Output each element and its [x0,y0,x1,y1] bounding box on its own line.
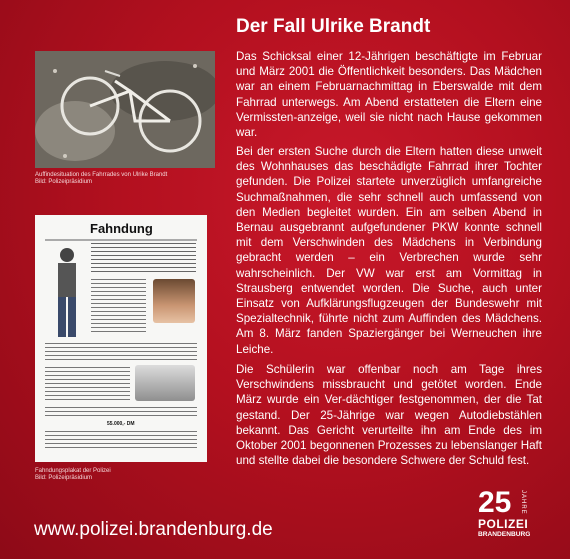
logo-number: 25 [478,486,512,519]
logo-polizei: POLIZEI [478,517,529,531]
poster-text-block [91,243,196,273]
logo-jahre: JAHRE [520,490,526,515]
poster-caption-line1: Fahndungsplakat der Polizei [35,468,111,474]
poster-text-block-2 [45,343,197,361]
reward-amount: 55.000,- DM [107,421,135,427]
poster-text-block-5 [45,431,197,451]
poster-caption [35,468,111,482]
article-paragraph-3: Die Schülerin war offenbar noch am Tage ihres Verschwindens missbraucht und getötet worden. Ende März wurde ein Ver-dächtiger festgenommen, der die Tat gestand. Der 25-Jährige war wegen Autodiebstählen bekannt. Das Gericht verurteilte ihn am Ende des im Oktober 2001 begonnenen Prozesses zu lebenslanger Haft und stellte dabei die besondere Schwere der Schuld fest. [236,363,542,468]
bicycle-photo-caption [35,172,167,186]
wanted-poster [35,215,207,462]
poster-divider [45,239,197,241]
car-photo [135,365,195,401]
poster-caption-line2: Bild: Polizeipräsidium [35,475,93,481]
article-title: Der Fall Ulrike Brandt [236,16,431,37]
poster-text-block-3 [45,367,130,403]
anniversary-logo [478,488,540,548]
bicycle-photo-caption-line1: Auffindesituation des Fahrrades von Ulrike Brandt [35,172,168,178]
poster-text-block-4 [45,407,197,419]
article-paragraph-2: Bei der ersten Suche durch die Eltern hatten diese unweit des Wohnhauses das beschädigte Fahrrad ihrer Tochter gefunden. Die Polizei startete unverzüglich umfangreiche Suchmaßnahmen, die sehr schnell auch umfassend von den Medien begleitet wurden. Ein am selben Abend in Bernau ausgebrannt aufgefundener PKW konnte schnell mit dem Verschwinden des Mädchens in Verbindung gebracht werden – ein Verbrechen wurde sehr wahrscheinlich. Der VW war erst am Vormittag in Strausberg entwendet worden. Die Suche, auch unter Einsatz von Aufklärungsflugzeugen der Bundeswehr mit Spezialtechnik, führte nicht zum Auffinden des Mädchens. Am 8. März fanden Spaziergänger bei Werneuchen ihre Leiche. [236,145,542,356]
bicycle-photo-caption-line2: Bild: Polizeipräsidium [35,179,93,185]
poster-description-block [91,279,146,335]
wanted-poster-heading: Fahndung [90,221,153,236]
logo-brandenburg: BRANDENBURG [478,531,531,538]
article-paragraph-1: Das Schicksal einer 12-Jährigen beschäftigte im Februar und März 2001 die Öffentlichkeit besonders. Das Mädchen war an einem Februarnachmittag in Eberswalde mit dem Fahrrad unterwegs. Am Abend erstatteten die Eltern eine Vermissten-anzeige, weil sie nicht nach Hause gekommen war. [236,50,542,140]
website-url: www.polizei.brandenburg.de [34,519,273,540]
portrait-photo [153,279,195,323]
silhouette-figure-icon [49,245,85,339]
bicycle-photo [35,51,215,168]
